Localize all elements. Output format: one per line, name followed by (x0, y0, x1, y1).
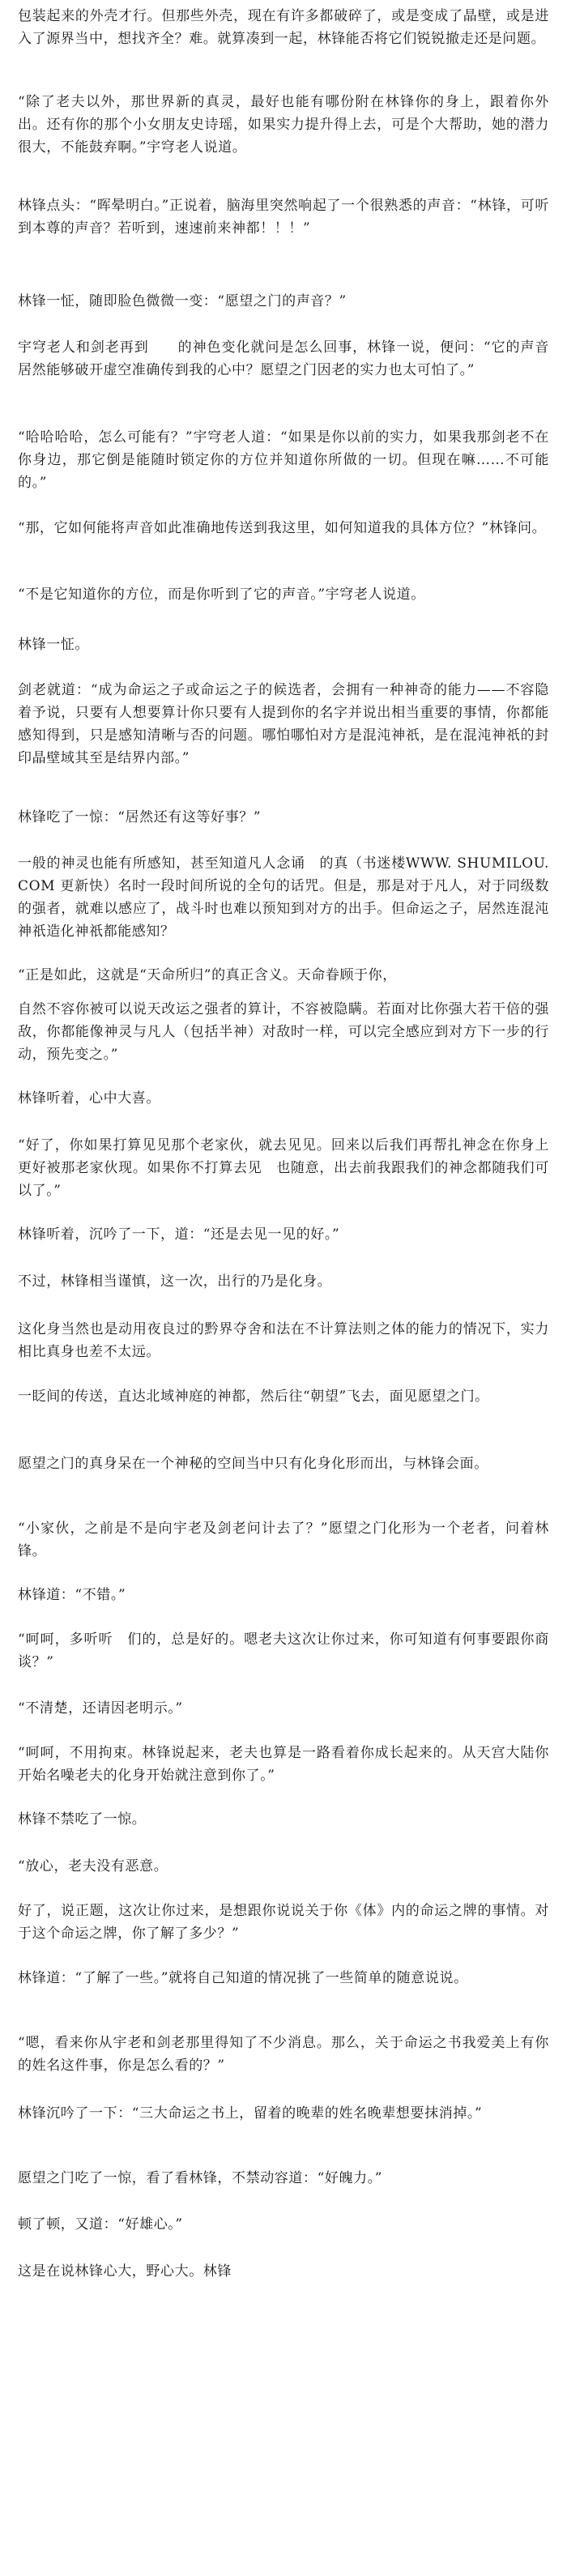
paragraph: 林锋点头：“晖晕明白。”正说着，脑海里突然响起了一个很熟悉的声音：“林锋，可听到本尊的声音？若听到，速速前来神都！！！” (18, 198, 549, 237)
paragraph: 林锋沉吟了一下：“三大命运之书上，留着的晚辈的姓名晚辈想要抹消掉。” (18, 2105, 483, 2122)
paragraph: 这是在说林锋心大，野心大。林锋 (18, 2263, 232, 2280)
paragraph: 宇穹老人和剑老再到 的神色变化就问是怎么回事，林锋一说，便问：“它的声音居然能够破开虚空准确传到我的心中？愿望之门因老的实力也太可怕了。” (18, 339, 549, 378)
paragraph: “哈哈哈哈，怎么可能有？”宇穹老人道：“如果是你以前的实力，如果我那剑老不在你身边，那它倒是能随时锁定你的方位并知道你所做的一切。但现在嘛……不可能的。” (18, 429, 549, 491)
paragraph: “嗯，看来你从宇老和剑老那里得知了不少消息。那么，关于命运之书我爱美上有你的姓名这件事，你是怎么看的？” (18, 2035, 549, 2074)
paragraph: “呵呵，不用拘束。林锋说起来，老夫也算是一路看着你成长起来的。从天宫大陆你开始名噪老夫的化身开始就注意到你了。” (18, 1745, 549, 1784)
paragraph: 林锋道：“不错。” (18, 1587, 126, 1603)
paragraph: “不是它知道你的方位，而是你听到了它的声音。”宇穹老人说道。 (18, 586, 425, 603)
paragraph: “那，它如何能将声音如此准确地传送到我这里，如何知道我的具体方位？”林锋问。 (18, 520, 547, 536)
paragraph: “除了老夫以外，那世界新的真灵，最好也能有哪份附在林锋你的身上，跟着你外出。还有你的那个小女朋友史诗瑶，如果实力提升得上去，可是个大帮助，她的潜力很大，不能鼓弃啊。”宇穹老人说道。 (18, 94, 549, 156)
paragraph: 这化身当然也是动用夜良过的黔界夺舍和法在不计算法则之体的能力的情况下，实力相比真身也差不太远。 (18, 1321, 549, 1360)
paragraph: 林锋听着，心中大喜。 (18, 1090, 160, 1107)
paragraph: 一眨间的传送，直达北域神庭的神都，然后往“朝望”飞去，面见愿望之门。 (18, 1388, 489, 1405)
paragraph: “正是如此，这就是“天命所归”的真正含义。天命眷顾于你， (18, 967, 397, 983)
paragraph: 包装起来的外壳才行。但那些外壳，现在有许多都破碎了，或是变成了晶壁，或是进入了源界当中，想找齐全？难。就算凑到一起，林锋能否将它们锐锐撤走还是问题。 (18, 8, 549, 47)
paragraph: 林锋一怔，随即脸色微微一变：“愿望之门的声音？” (18, 293, 347, 309)
paragraph: 愿望之门的真身呆在一个神秘的空间当中只有化身化形而出，与林锋会面。 (18, 1456, 488, 1472)
paragraph: “放心，老夫没有恶意。 (18, 1858, 168, 1874)
paragraph: 林锋一怔。 (18, 637, 89, 653)
paragraph: 林锋吃了一惊：“居然还有这等好事？” (18, 809, 262, 825)
paragraph: 自然不容你被可以说天改运之强者的算计，不容被隐瞒。若面对比你强大若干倍的强敌，你都能像神灵与凡人（包括半神）对敌时一样，可以完全感应到对方下一步的行动，预先变之。” (18, 1001, 549, 1063)
paragraph: “好了，你如果打算见见那个老家伙，就去见见。回来以后我们再帮扎神念在你身上更好被那老家伙现。如果你不打算去见 也随意，出去前我跟我们的神念都随我们可以了。” (18, 1137, 549, 1199)
paragraph: 一般的神灵也能有所感知，甚至知道凡人念诵 的真（书迷楼WWW. SHUMILOU. COM 更新快）名时一段时间所说的全句的话咒。但是，那是对于凡人，对于同级数的强者，就难以感应了，战斗时也难以预知到对方的出手。但命运之子，居然连混沌神祇造化神祇都能感知？ (18, 855, 549, 940)
paragraph: 愿望之门吃了一惊，看了看林锋，不禁动容道：“好魄力。” (18, 2170, 383, 2186)
paragraph: 林锋道：“了解了一些。”就将自己知道的情况挑了一些简单的随意说说。 (18, 1970, 468, 1986)
paragraph: 林锋不禁吃了一惊。 (18, 1811, 147, 1828)
paragraph: “呵呵，多听听 们的，总是好的。嗯老夫这次让你过来，你可知道有何事要跟你商谈？” (18, 1631, 549, 1670)
paragraph: 剑老就道：“成为命运之子或命运之子的候选者，会拥有一种神奇的能力——不容隐着予说，只要有人想要算计你只要有人提到你的名字并说出相当重要的事情，你都能感知得到，只是感知清晰与否的问题。哪怕哪怕对方是混沌神祇，是在混沌神祇的封印晶壁域其至是结界内部。” (18, 682, 549, 766)
paragraph: “不清楚，还请因老明示。” (18, 1700, 183, 1717)
paragraph: 不过，林锋相当谨慎，这一次，出行的乃是化身。 (18, 1273, 332, 1290)
paragraph: 顿了顿，又道：“好雄心。” (18, 2216, 183, 2233)
paragraph: “小家伙，之前是不是向宇老及剑老问计去了？”愿望之门化形为一个老者，问着林锋。 (18, 1520, 549, 1559)
paragraph: 好了，说正题，这次让你过来，是想跟你说说关于你《体》内的命运之牌的事情。对于这个命运之牌，你了解了多少？” (18, 1903, 549, 1942)
paragraph: 林锋听着，沉吟了一下，道：“还是去见一见的好。” (18, 1226, 340, 1243)
